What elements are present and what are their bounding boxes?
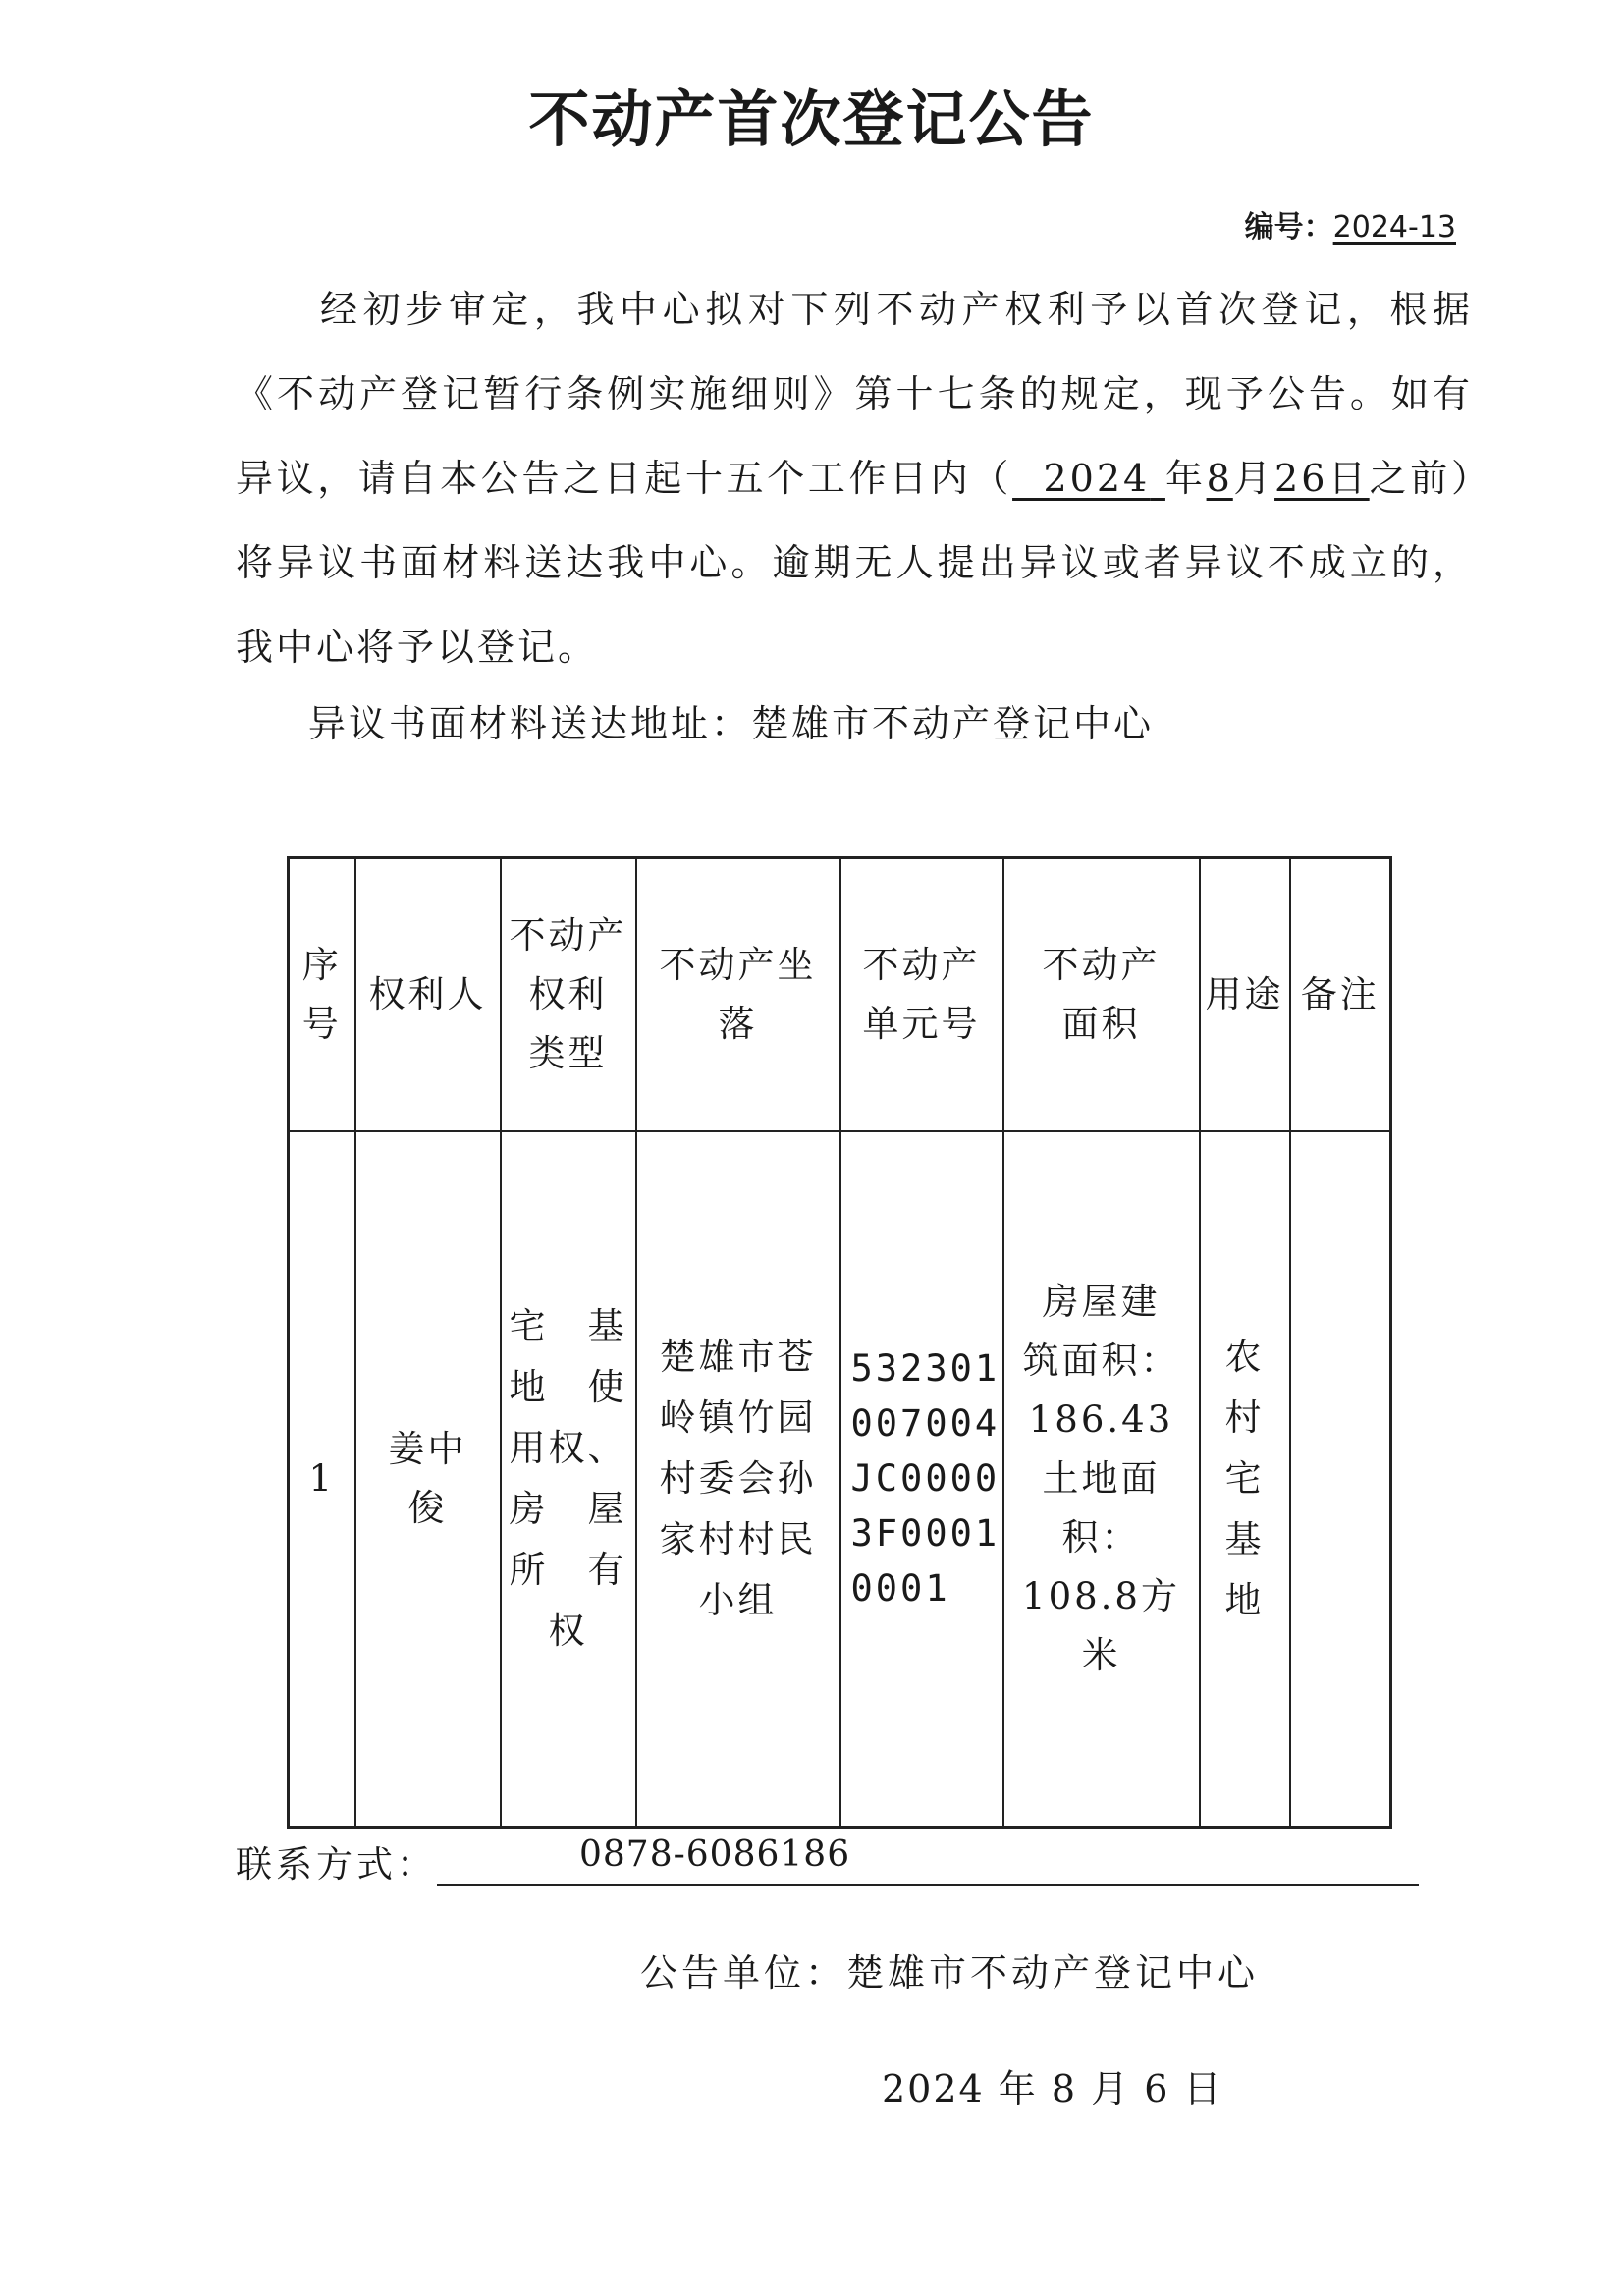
objection-address: 异议书面材料送达地址：楚雄市不动产登记中心 — [308, 702, 1155, 745]
cell-seq: 1 — [289, 1131, 355, 1828]
notice-body-paragraph — [236, 267, 1473, 689]
cell-unit-no: 532301 007004 JC0000 3F0001 0001 — [840, 1131, 1003, 1828]
header-remark: 备注 — [1290, 858, 1391, 1131]
deadline-month: 8 — [1206, 457, 1233, 500]
table-header-row — [289, 858, 1391, 1131]
deadline-year-unit: 年 — [1164, 457, 1207, 500]
deadline-day: 26日 — [1274, 457, 1370, 500]
header-unit-no: 不动产 单元号 — [840, 858, 1003, 1131]
cell-owner: 姜中 俊 — [355, 1131, 501, 1828]
issuing-unit: 公告单位：楚雄市不动产登记中心 — [640, 1951, 1260, 1995]
document-number-label: 编号： — [1244, 210, 1333, 245]
cell-use: 农 村 宅 基 地 — [1200, 1131, 1290, 1828]
header-location: 不动产坐落 — [636, 858, 840, 1131]
header-use: 用途 — [1200, 858, 1290, 1131]
body-text-after: 之前）将异议书面材料送达我中心。逾期无人提出异议或者异议不成立的，我中心将予以登记。 — [236, 457, 1473, 669]
deadline-month-unit: 月 — [1232, 457, 1275, 500]
contact-label: 联系方式： — [236, 1843, 437, 1886]
cell-remark — [1290, 1131, 1391, 1828]
notice-title: 不动产首次登记公告 — [528, 83, 1095, 155]
document-number-value: 2024-13 — [1332, 210, 1456, 245]
body-text-before: 经初步审定，我中心拟对下列不动产权利予以首次登记，根据《不动产登记暂行条例实施细则》第十七条的规定，现予公告。如有异议，请自本公告之日起十五个工作日内（ — [236, 288, 1473, 500]
cell-area: 房屋建 筑面积： 186.43 土地面 积： 108.8方 米 — [1003, 1131, 1200, 1828]
header-right-type: 不动产 权利 类型 — [501, 858, 636, 1131]
header-owner: 权利人 — [355, 858, 501, 1131]
notice-date: 2024 年 8 月 6 日 — [882, 2067, 1223, 2110]
cell-right-type: 宅 基 地 使 用权、 房 屋 所 有 权 — [501, 1131, 636, 1828]
registration-table — [287, 856, 1392, 1829]
contact-underline — [437, 1884, 1419, 1886]
header-seq: 序 号 — [289, 858, 355, 1131]
table-row — [289, 1131, 1391, 1828]
header-area: 不动产 面积 — [1003, 858, 1200, 1131]
document-number — [1245, 202, 1456, 246]
cell-location: 楚雄市苍 岭镇竹园 村委会孙 家村村民 小组 — [636, 1131, 840, 1828]
deadline-year: 2024 — [1043, 457, 1151, 500]
contact-phone: 0878-6086186 — [579, 1834, 851, 1875]
